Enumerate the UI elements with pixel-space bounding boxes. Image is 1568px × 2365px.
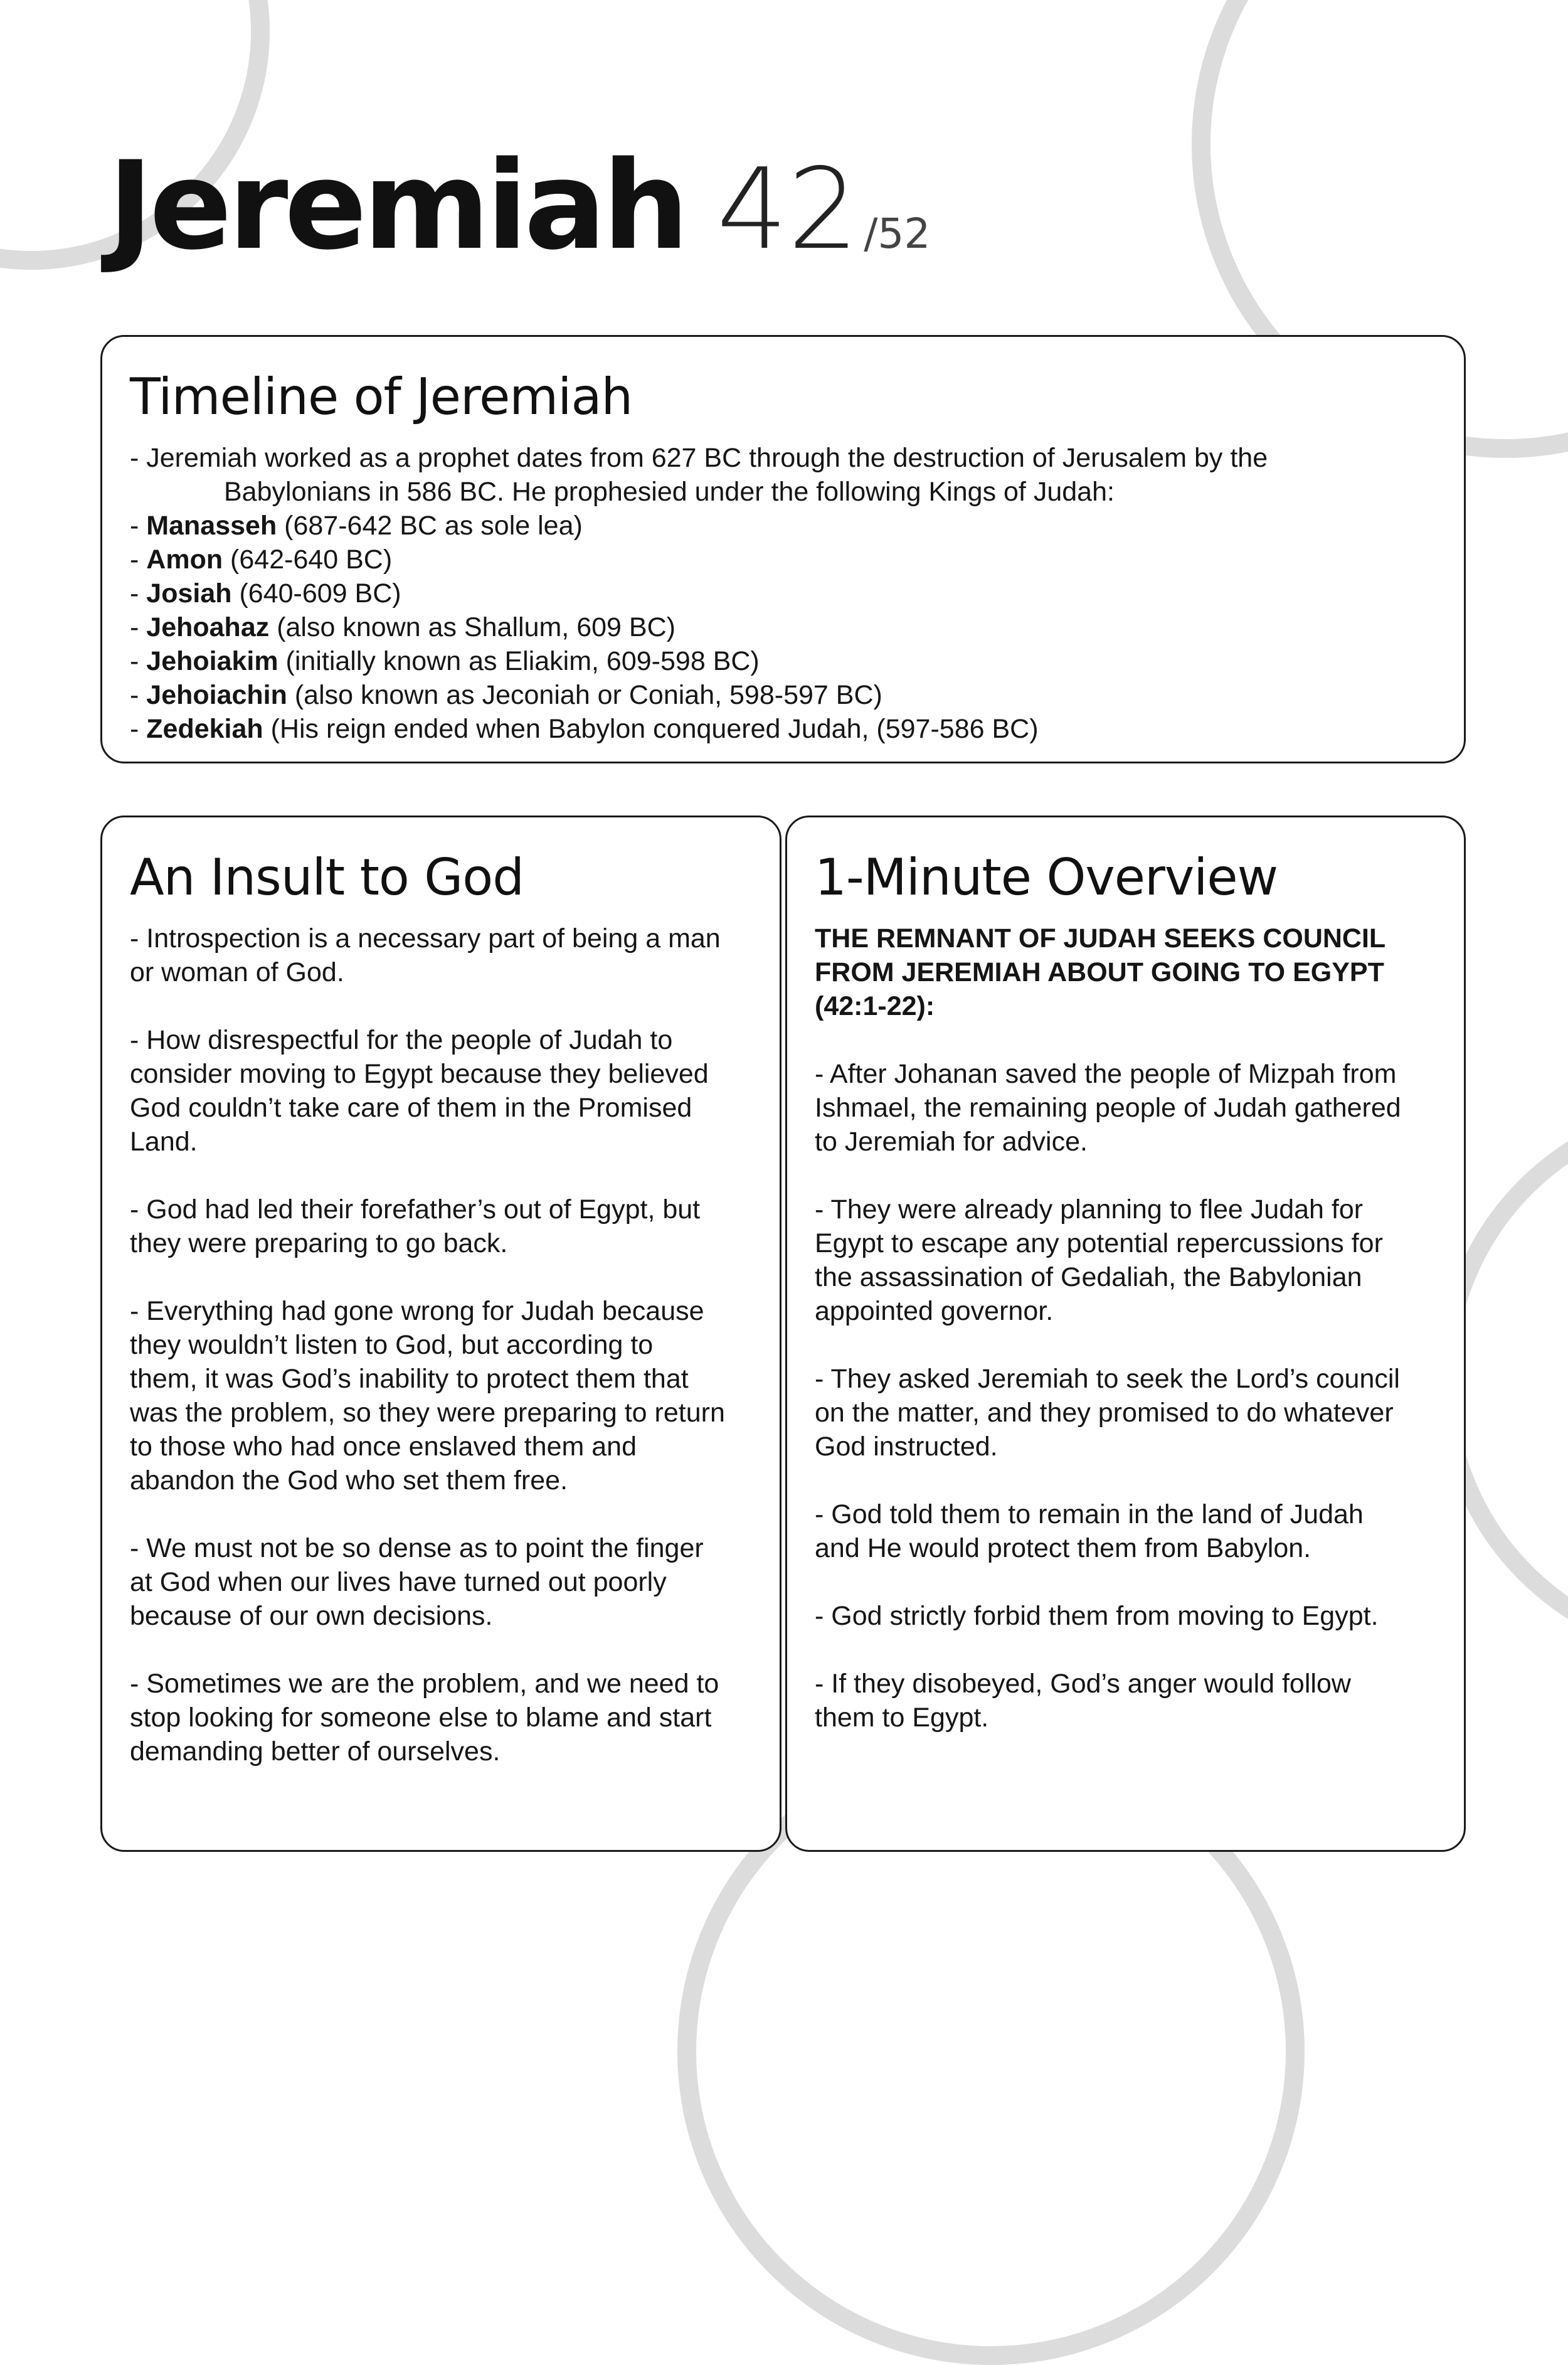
text-line: God instructed. [815,1432,998,1462]
text-line: - If they disobeyed, God’s anger would follow [815,1669,1351,1699]
king-name: Amon [146,545,223,575]
king-item-jehoahaz: - Jehoahaz (also known as Shallum, 609 BC) [130,612,675,642]
king-name: Manasseh [146,511,277,541]
page-title [108,135,930,285]
text-line: to those who had once enslaved them and [130,1432,637,1462]
overview-body [815,922,1436,1735]
king-item-josiah: - Josiah (640-609 BC) [130,578,401,609]
king-detail: (also known as Jeconiah or Coniah, 598-597 BC) [287,680,882,710]
text-line: - God had led their forefather’s out of Egypt, but [130,1194,701,1225]
timeline-intro-line: - Jeremiah worked as a prophet dates from 627 BC through the destruction of Jerusalem by the [130,443,1268,473]
overview-heading: 1-Minute Overview [815,848,1278,906]
text-line: the assassination of Gedaliah, the Babylonian [815,1262,1362,1292]
text-line: to Jeremiah for advice. [815,1127,1088,1157]
overview-card [785,816,1466,1852]
overview-subheading: (42:1-22): [815,991,935,1021]
text-line: Land. [130,1127,198,1157]
timeline-body [130,441,1436,746]
paragraph-gap [130,1159,752,1193]
insult-body [130,922,752,1768]
king-detail: (initially known as Eliakim, 609-598 BC) [278,646,760,676]
paragraph-gap [130,1633,752,1667]
king-item-manasseh: - Manasseh (687-642 BC as sole lea) [130,511,583,541]
text-line: abandon the God who set them free. [130,1465,568,1496]
text-line: - They were already planning to flee Judah for [815,1194,1364,1225]
king-detail: (642-640 BC) [223,545,393,575]
king-detail: (His reign ended when Babylon conquered Judah, (597-586 BC) [263,714,1039,744]
timeline-heading: Timeline of Jeremiah [130,368,633,426]
king-item-jehoiakim: - Jehoiakim (initially known as Eliakim, 609-598 BC) [130,646,760,676]
timeline-intro-line: Babylonians in 586 BC. He prophesied under the following Kings of Judah: [224,477,1115,507]
king-detail: (687-642 BC as sole lea) [277,511,583,541]
king-name: Jehoahaz [146,612,270,642]
text-line: - Introspection is a necessary part of being a man [130,923,721,954]
king-name: Jehoiachin [146,680,287,710]
paragraph-gap [130,1497,752,1531]
king-item-amon: - Amon (642-640 BC) [130,545,393,575]
king-detail: (640-609 BC) [231,578,401,609]
book-title: Jeremiah [108,135,686,277]
paragraph-gap [815,1023,1436,1057]
paragraph-gap [130,989,752,1023]
paragraph-gap [815,1159,1436,1193]
text-line: - God told them to remain in the land of Judah [815,1499,1364,1529]
text-line: - Sometimes we are the problem, and we need to [130,1669,719,1699]
paragraph-gap [815,1633,1436,1667]
king-name: Josiah [146,578,232,609]
paragraph-gap [815,1328,1436,1362]
king-item-zedekiah: - Zedekiah (His reign ended when Babylon conquered Judah, (597-586 BC) [130,714,1039,744]
text-line: because of our own decisions. [130,1601,493,1631]
text-line: them to Egypt. [815,1703,989,1733]
overview-subheading: FROM JEREMIAH ABOUT GOING TO EGYPT [815,957,1384,987]
paragraph-gap [815,1464,1436,1497]
text-line: Egypt to escape any potential repercussions for [815,1228,1383,1258]
text-line: consider moving to Egypt because they believed [130,1059,709,1089]
king-name: Zedekiah [146,714,263,744]
text-line: - After Johanan saved the people of Mizpah from [815,1059,1397,1089]
chapter-number: 42 [716,144,859,274]
text-line: God couldn’t take care of them in the Promised [130,1093,692,1123]
text-line: they were preparing to go back. [130,1228,508,1258]
paragraph-gap [815,1565,1436,1599]
text-line: at God when our lives have turned out poorly [130,1567,667,1597]
text-line: - Everything had gone wrong for Judah because [130,1296,704,1326]
text-line: on the matter, and they promised to do whatever [815,1398,1394,1428]
text-line: stop looking for someone else to blame and start [130,1703,712,1733]
text-line: and He would protect them from Babylon. [815,1533,1311,1563]
king-item-jehoiachin: - Jehoiachin (also known as Jeconiah or Coniah, 598-597 BC) [130,680,882,710]
king-name: Jehoiakim [146,646,278,676]
text-line: Ishmael, the remaining people of Judah gathered [815,1093,1401,1123]
insult-card [100,816,781,1852]
paragraph-gap [130,1260,752,1294]
king-detail: (also known as Shallum, 609 BC) [269,612,675,642]
text-line: - God strictly forbid them from moving to Egypt. [815,1601,1379,1631]
text-line: or woman of God. [130,957,344,987]
text-line: appointed governor. [815,1296,1054,1326]
overview-subheading: THE REMNANT OF JUDAH SEEKS COUNCIL [815,923,1386,954]
insult-heading: An Insult to God [130,848,524,906]
text-line: was the problem, so they were preparing to return [130,1398,725,1428]
text-line: - We must not be so dense as to point the finger [130,1533,704,1563]
text-line: they wouldn’t listen to God, but according to [130,1330,654,1360]
chapter-total: /52 [864,210,931,258]
text-line: - How disrespectful for the people of Judah to [130,1025,673,1055]
text-line: demanding better of ourselves. [130,1736,501,1767]
timeline-card [100,335,1466,763]
text-line: them, it was God’s inability to protect them that [130,1364,689,1394]
text-line: - They asked Jeremiah to seek the Lord’s council [815,1364,1400,1394]
